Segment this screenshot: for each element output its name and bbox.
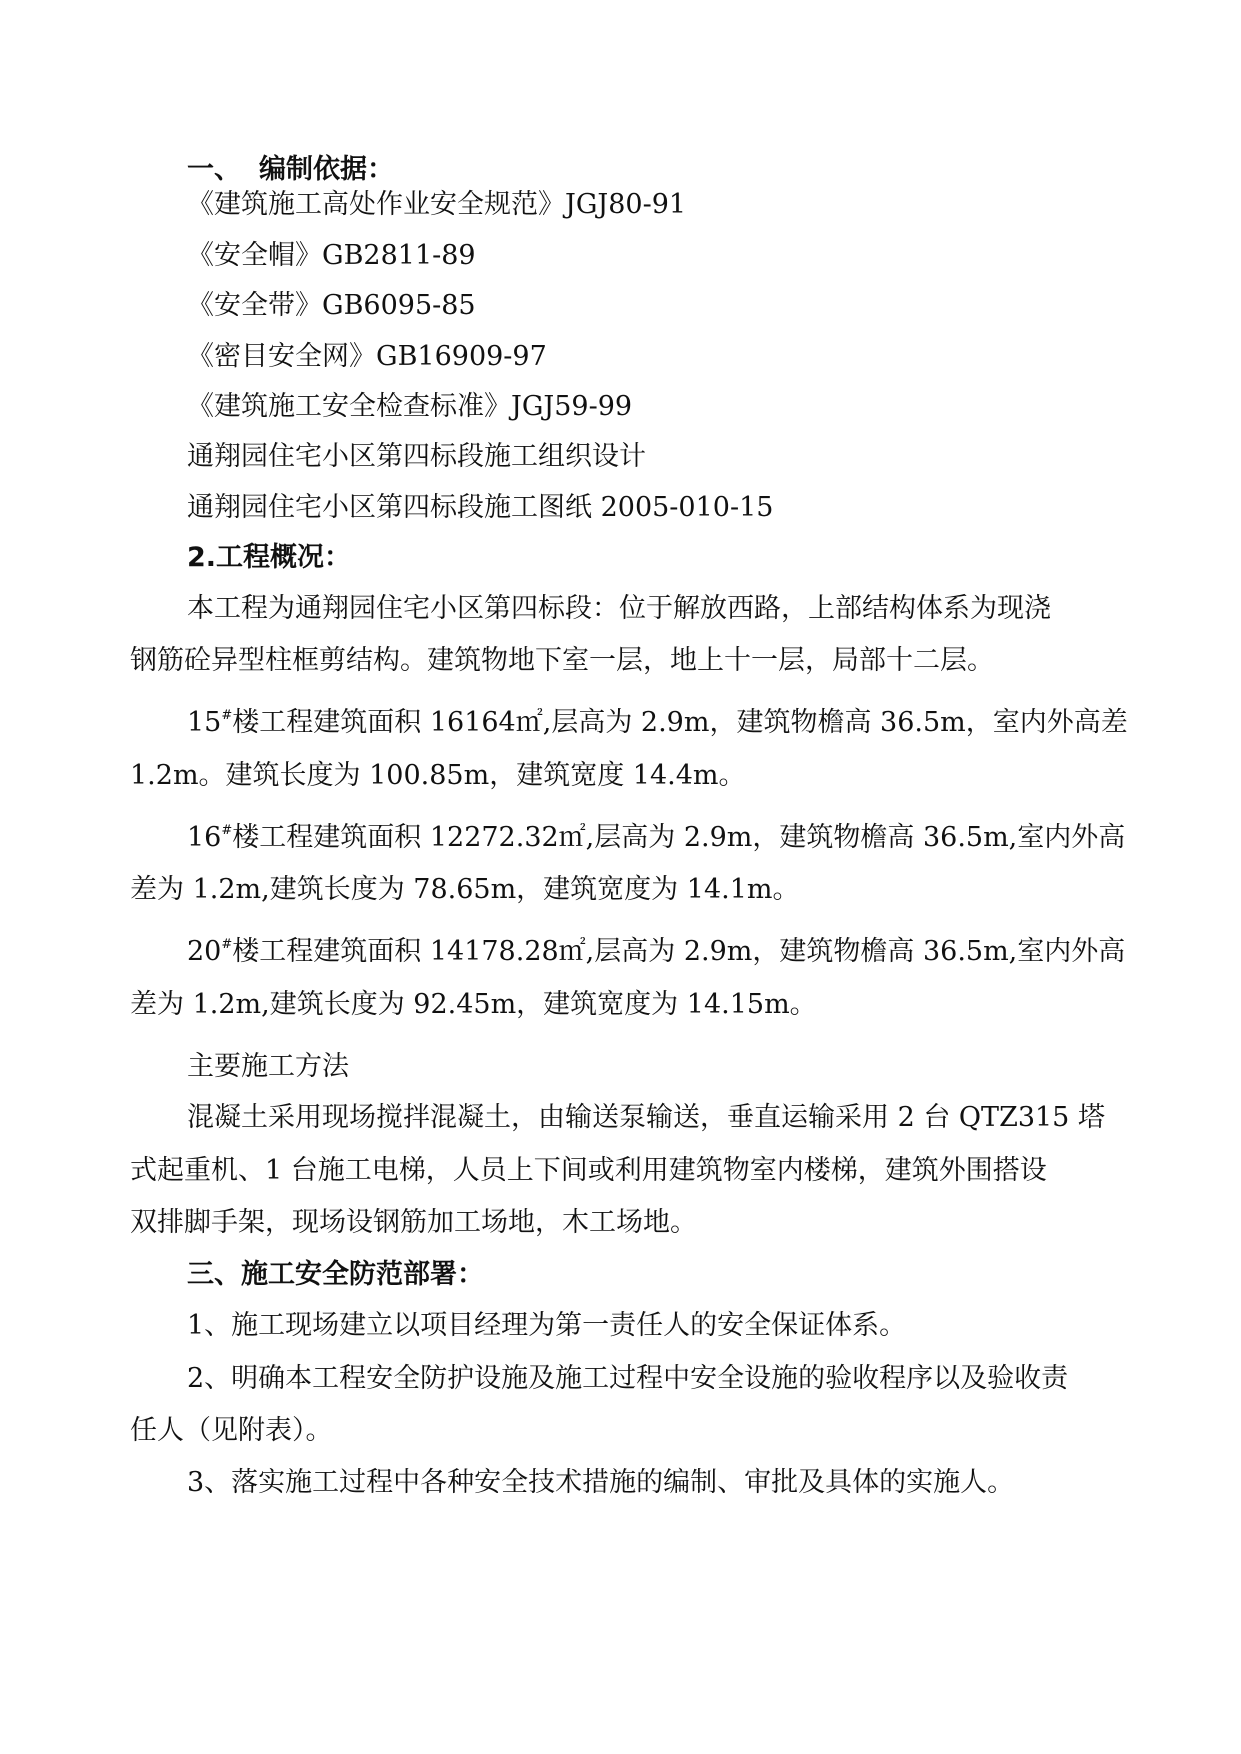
building-16-text: 楼工程建筑面积 12272.32㎡,层高为 2.9m，建筑物檐高 36.5m,室内外高 <box>232 822 1126 853</box>
methods-line: 混凝土采用现场搅拌混凝土，由输送泵输送，垂直运输采用 2 台 QTZ315 塔 <box>187 1102 1105 1133</box>
safety-item-1: 1、施工现场建立以项目经理为第一责任人的安全保证体系。 <box>187 1310 907 1341</box>
safety-item-2-line-1: 2、明确本工程安全防护设施及施工过程中安全设施的验收程序以及验收责 <box>187 1363 1069 1394</box>
overview-line: 本工程为通翔园住宅小区第四标段：位于解放西路，上部结构体系为现浇 <box>187 593 1051 624</box>
safety-item-3: 3、落实施工过程中各种安全技术措施的编制、审批及具体的实施人。 <box>187 1467 1015 1498</box>
building-20-line-1 <box>187 932 1125 972</box>
reference-item: 通翔园住宅小区第四标段施工组织设计 <box>187 441 646 472</box>
methods-line: 双排脚手架，现场设钢筋加工场地，木工场地。 <box>130 1207 697 1238</box>
overview-line: 钢筋砼异型柱框剪结构。建筑物地下室一层，地上十一层，局部十二层。 <box>130 645 994 676</box>
building-15-text: 楼工程建筑面积 16164㎡,层高为 2.9m，建筑物檐高 36.5m，室内外高差 <box>232 707 1128 738</box>
reference-item: 《安全带》GB6095-85 <box>187 290 476 321</box>
section-3-heading: 三、施工安全防范部署： <box>187 1259 484 1290</box>
reference-item: 通翔园住宅小区第四标段施工图纸 2005-010-15 <box>187 492 774 523</box>
building-16-line-1 <box>187 818 1125 858</box>
building-15-number: 15 <box>187 707 222 738</box>
section-2-heading: 2.工程概况： <box>187 542 352 573</box>
reference-item: 《密目安全网》GB16909-97 <box>187 341 547 372</box>
building-20-line-2: 差为 1.2m,建筑长度为 92.45m，建筑宽度为 14.15m。 <box>130 989 817 1020</box>
building-15-line-2: 1.2m。建筑长度为 100.85m，建筑宽度 14.4m。 <box>130 760 746 791</box>
safety-item-2-line-2: 任人（见附表）。 <box>130 1415 333 1446</box>
reference-item: 《建筑施工高处作业安全规范》JGJ80-91 <box>187 189 687 220</box>
section-1-title: 编制依据： <box>259 154 394 185</box>
methods-line: 式起重机、1 台施工电梯，人员上下间或利用建筑物室内楼梯，建筑外围搭设 <box>130 1155 1047 1186</box>
building-20-text: 楼工程建筑面积 14178.28㎡,层高为 2.9m，建筑物檐高 36.5m,室内外高 <box>232 936 1126 967</box>
section-1-number: 一、 <box>187 154 241 185</box>
methods-title: 主要施工方法 <box>187 1051 349 1082</box>
building-16-mark: # <box>221 823 233 838</box>
building-16-line-2: 差为 1.2m,建筑长度为 78.65m，建筑宽度为 14.1m。 <box>130 874 800 905</box>
building-20-number: 20 <box>187 936 222 967</box>
reference-item: 《建筑施工安全检查标准》JGJ59-99 <box>187 391 633 422</box>
building-20-mark: # <box>221 937 233 952</box>
reference-item: 《安全帽》GB2811-89 <box>187 240 476 271</box>
building-15-line-1 <box>187 703 1128 743</box>
building-16-number: 16 <box>187 822 222 853</box>
building-15-mark: # <box>221 708 233 723</box>
section-1-heading <box>187 150 394 190</box>
